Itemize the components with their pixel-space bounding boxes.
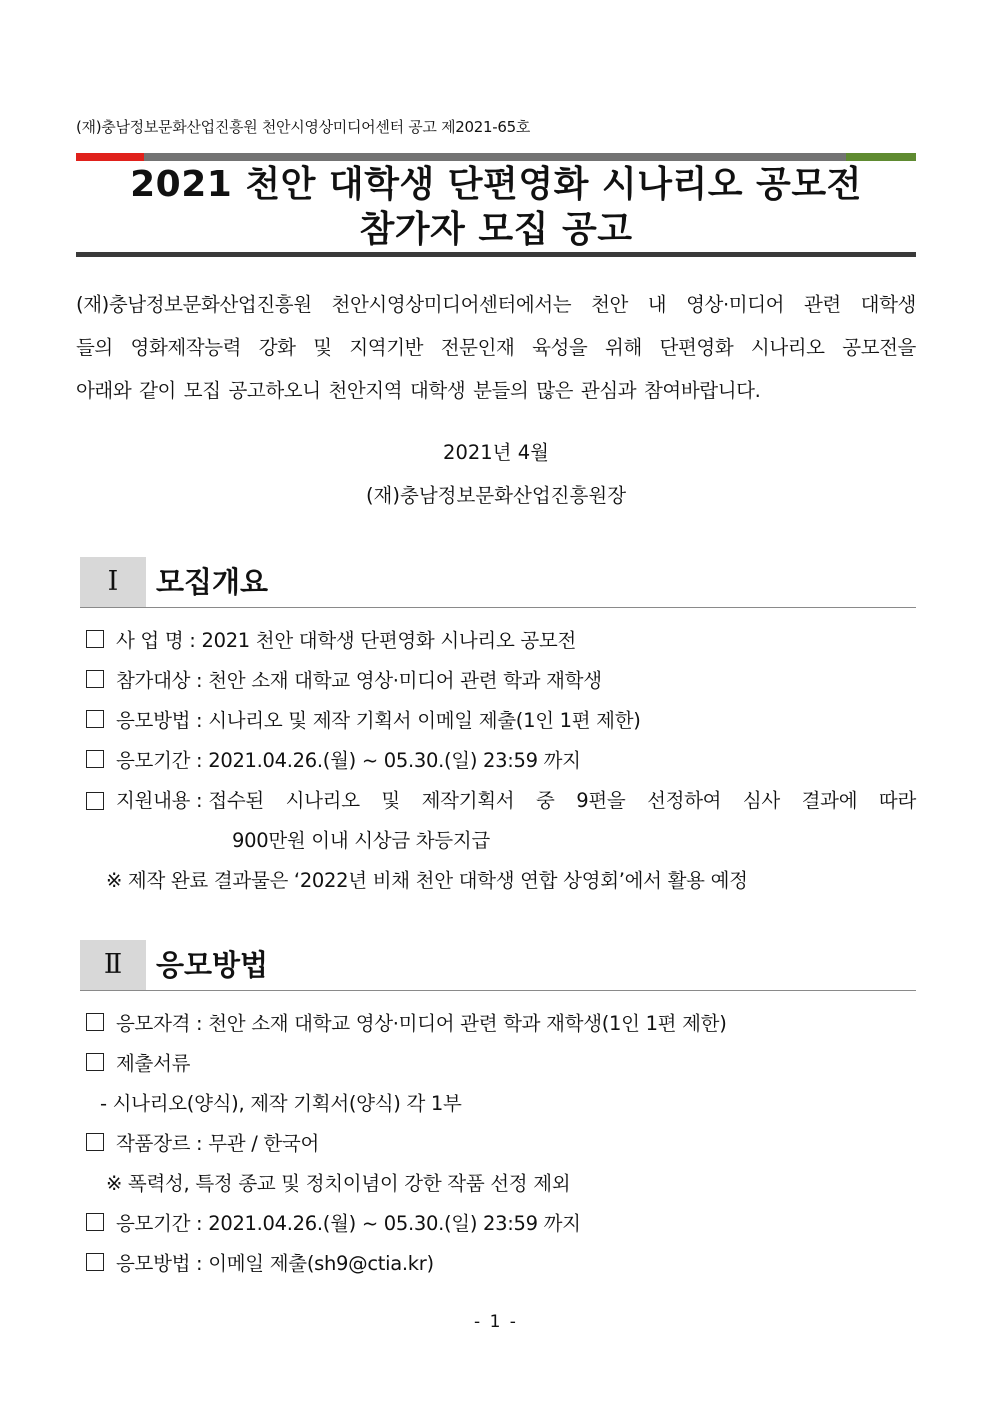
title-bottom-rule bbox=[76, 252, 916, 257]
intro-paragraph bbox=[76, 283, 916, 412]
item-value: 접수된 시나리오 및 제작기획서 중 9편을 선정하여 심사 결과에 따라 bbox=[208, 789, 916, 812]
submission-docs: - 시나리오(양식), 제작 기획서(양식) 각 1부 bbox=[100, 1092, 462, 1115]
notice-id: (재)충남정보문화산업진흥원 천안시영상미디어센터 공고 제2021-65호 bbox=[76, 118, 531, 136]
title-top-bar bbox=[76, 153, 916, 161]
item-label: 응모기간 : bbox=[116, 749, 203, 772]
issuer-name: (재)충남정보문화산업진흥원장 bbox=[365, 484, 627, 507]
item-value: 2021 천안 대학생 단편영화 시나리오 공모전 bbox=[201, 629, 576, 652]
page-number: - 1 - bbox=[474, 1312, 518, 1332]
checkbox-square-icon bbox=[86, 670, 104, 688]
list-item bbox=[86, 1211, 581, 1237]
checkbox-square-icon bbox=[86, 710, 104, 728]
item-label: 응모자격 : bbox=[116, 1012, 203, 1035]
item-label: 응모기간 : bbox=[116, 1212, 203, 1235]
list-item bbox=[86, 1131, 319, 1157]
section-2-header bbox=[80, 940, 916, 991]
title-bar-green-segment bbox=[846, 153, 916, 161]
list-item bbox=[86, 1251, 434, 1277]
section-1-title: 모집개요 bbox=[156, 565, 269, 599]
item-label: 작품장르 : bbox=[116, 1132, 203, 1155]
checkbox-square-icon bbox=[86, 1133, 104, 1151]
checkbox-square-icon bbox=[86, 1213, 104, 1231]
list-item bbox=[86, 668, 602, 694]
item-value: 무관 / 한국어 bbox=[208, 1132, 319, 1155]
item-label: 제출서류 bbox=[116, 1052, 191, 1075]
checkbox-square-icon bbox=[86, 630, 104, 648]
section-1-note: ※ 제작 완료 결과물은 ‘2022년 비채 천안 대학생 연합 상영회’에서 활용 예정 bbox=[106, 869, 748, 892]
list-item bbox=[86, 748, 581, 774]
item-value: 2021.04.26.(월) ~ 05.30.(일) 23:59 까지 bbox=[208, 1212, 581, 1235]
checkbox-square-icon bbox=[86, 1253, 104, 1271]
title-bar-gray-segment bbox=[144, 153, 846, 161]
genre-note: ※ 폭력성, 특정 종교 및 정치이념이 강한 작품 선정 제외 bbox=[106, 1172, 571, 1195]
item-value: 이메일 제출(sh9@ctia.kr) bbox=[208, 1252, 434, 1275]
intro-line-1: (재)충남정보문화산업진흥원 천안시영상미디어센터에서는 천안 내 영상·미디어 관련 대학생 bbox=[76, 293, 916, 316]
list-item bbox=[86, 628, 576, 654]
title-line-1: 2021 천안 대학생 단편영화 시나리오 공모전 bbox=[130, 164, 862, 205]
list-item bbox=[86, 1051, 190, 1077]
section-1-header bbox=[80, 557, 916, 608]
item-value: 2021.04.26.(월) ~ 05.30.(일) 23:59 까지 bbox=[208, 749, 581, 772]
checkbox-square-icon bbox=[86, 1013, 104, 1031]
checkbox-square-icon bbox=[86, 750, 104, 768]
intro-line-2: 들의 영화제작능력 강화 및 지역기반 전문인재 육성을 위해 단편영화 시나리오 공모전을 bbox=[76, 336, 916, 359]
list-item bbox=[86, 788, 916, 814]
item-value: 시나리오 및 제작 기획서 이메일 제출(1인 1편 제한) bbox=[208, 709, 641, 732]
checkbox-square-icon bbox=[86, 792, 104, 810]
title-bar-red-segment bbox=[76, 153, 144, 161]
item-label: 사 업 명 : bbox=[116, 629, 196, 652]
title-line-2: 참가자 모집 공고 bbox=[359, 209, 633, 250]
list-item bbox=[86, 708, 641, 734]
list-item bbox=[86, 1011, 727, 1037]
page-title bbox=[76, 162, 916, 252]
item-label: 참가대상 : bbox=[116, 669, 203, 692]
item-label: 응모방법 : bbox=[116, 1252, 203, 1275]
checkbox-square-icon bbox=[86, 1053, 104, 1071]
item-continuation: 900만원 이내 시상금 차등지급 bbox=[232, 829, 490, 852]
item-value: 천안 소재 대학교 영상·미디어 관련 학과 재학생 bbox=[208, 669, 602, 692]
intro-line-3: 아래와 같이 모집 공고하오니 천안지역 대학생 분들의 많은 관심과 참여바랍니다. bbox=[76, 379, 761, 402]
section-2-number: Ⅱ bbox=[80, 940, 146, 990]
item-label: 응모방법 : bbox=[116, 709, 203, 732]
section-1-number: Ⅰ bbox=[80, 557, 146, 607]
item-value: 천안 소재 대학교 영상·미디어 관련 학과 재학생(1인 1편 제한) bbox=[208, 1012, 727, 1035]
section-2-title: 응모방법 bbox=[156, 948, 269, 982]
notice-date: 2021년 4월 bbox=[443, 441, 549, 464]
item-label: 지원내용 : bbox=[116, 789, 203, 812]
